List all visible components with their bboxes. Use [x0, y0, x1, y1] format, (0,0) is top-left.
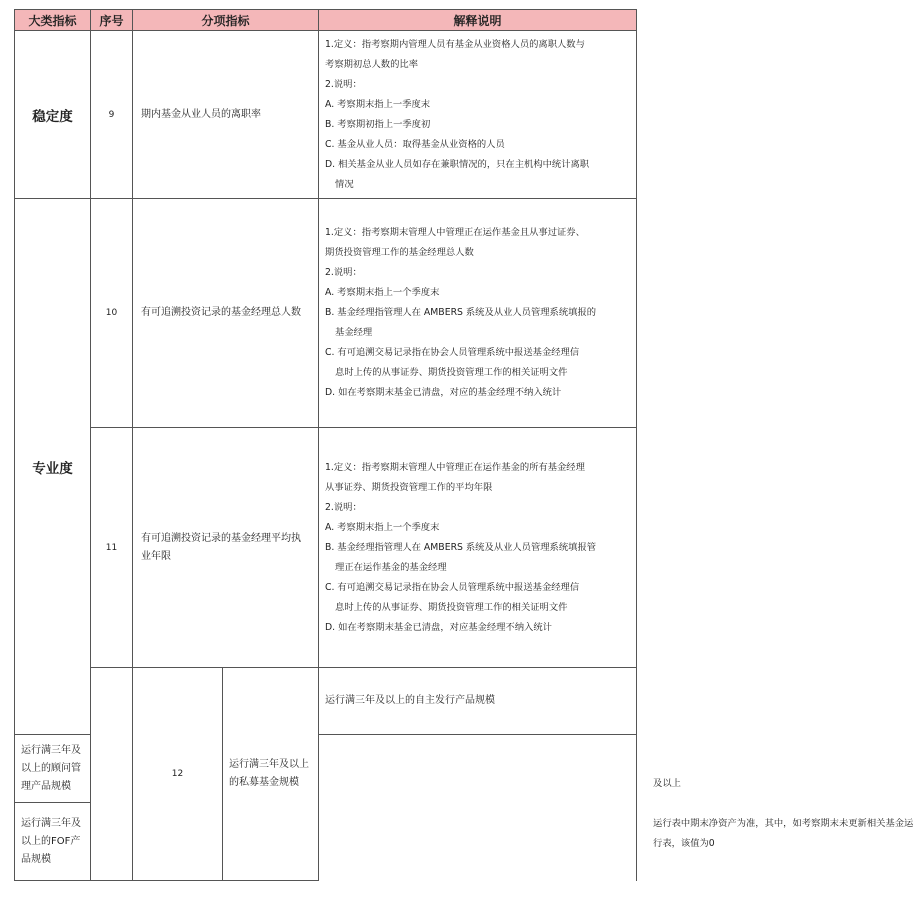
indicator-cell: 运行满三年及以上的私募基金规模: [223, 668, 319, 881]
table-row: [15, 31, 637, 199]
explanation-line: 从事证券、期货投资管理工作的平均年限: [325, 481, 493, 493]
explanation-line: 运行表中期末净资产为准，其中，如考察期末未更新相关基金运: [653, 818, 913, 829]
explanation-line: 行表，该值为0: [653, 838, 715, 849]
explanation-line: 2.说明：: [325, 267, 362, 278]
header-row: [15, 10, 637, 31]
number-cell: 12: [133, 668, 223, 881]
explanation-line: D. 如在考察期末基金已清盘，对应的基金经理不纳入统计: [325, 387, 562, 398]
explanation-line: B. 考察期初指上一季度初: [325, 118, 431, 130]
explanation-line: 及以上: [653, 778, 681, 789]
explanation-line: 基金经理: [335, 327, 373, 338]
explanation-cell: [319, 428, 637, 668]
sub-indicator-cell: 运行满三年及以上的顾问管理产品规模: [15, 735, 91, 803]
explanation-line: 理正在运作基金的基金经理: [335, 561, 447, 573]
number-cell: 9: [91, 31, 133, 199]
number-cell: 10: [91, 199, 133, 428]
explanation-line: C. 有可追溯交易记录指在协会人员管理系统中报送基金经理信: [325, 581, 580, 593]
explanation-line: B. 基金经理指管理人在 AMBERS 系统及从业人员管理系统填报管: [325, 541, 597, 553]
explanation-line: A. 考察期末指上一个季度末: [325, 287, 440, 298]
table-row: [15, 199, 637, 428]
table-row: [15, 668, 637, 735]
explanation-line: 考察期初总人数的比率: [325, 58, 418, 70]
explanation-line: 2.说明：: [325, 501, 362, 513]
explanation-line: 2.说明：: [325, 78, 362, 90]
explanation-line: C. 有可追溯交易记录指在协会人员管理系统中报送基金经理信: [325, 347, 580, 358]
explanation-line: 期货投资管理工作的基金经理总人数: [325, 247, 474, 258]
header-category: 大类指标: [15, 10, 91, 31]
indicator-table: [14, 9, 913, 881]
table-row: [15, 428, 637, 668]
explanation-line: D. 相关基金从业人员如存在兼职情况的，只在主机构中统计离职: [325, 158, 590, 170]
sub-indicator-cell: 运行满三年及以上的FOF产品规模: [15, 803, 91, 881]
explanation-line: A. 考察期末指上一季度末: [325, 98, 431, 110]
indicator-cell: 有可追溯投资记录的基金经理平均执业年限: [133, 428, 319, 668]
number-cell: 11: [91, 428, 133, 668]
explanation-line: 息时上传的从事证券、期货投资管理工作的相关证明文件: [335, 601, 568, 613]
explanation-line: 情况: [335, 178, 354, 190]
sub-indicator-cell: 运行满三年及以上的自主发行产品规模: [319, 668, 637, 735]
category-cell: 专业度: [15, 199, 91, 735]
explanation-line: 1.定义：指考察期末管理人中管理正在运作基金的所有基金经理: [325, 461, 585, 473]
category-cell: 稳定度: [15, 31, 91, 199]
header-number: 序号: [91, 10, 133, 31]
explanation-cell: [319, 199, 637, 428]
explanation-line: 1.定义：指考察期末管理人中管理正在运作基金且从事过证券、: [325, 227, 585, 238]
category-cell-empty: [91, 668, 133, 881]
explanation-line: C. 基金从业人员：取得基金从业资格的人员: [325, 138, 505, 150]
indicator-cell: 有可追溯投资记录的基金经理总人数: [133, 199, 319, 428]
explanation-cell: [319, 31, 637, 199]
explanation-line: B. 基金经理指管理人在 AMBERS 系统及从业人员管理系统填报的: [325, 307, 597, 318]
explanation-line: 息时上传的从事证券、期货投资管理工作的相关证明文件: [335, 367, 568, 378]
explanation-line: 1.定义：指考察期内管理人员有基金从业资格人员的离职人数与: [325, 38, 585, 50]
explanation-line: D. 如在考察期末基金已清盘，对应基金经理不纳入统计: [325, 621, 552, 633]
header-explanation: 解释说明: [319, 10, 637, 31]
header-indicator: 分项指标: [133, 10, 319, 31]
explanation-line: A. 考察期末指上一个季度末: [325, 521, 440, 533]
indicator-cell: 期内基金从业人员的离职率: [133, 31, 319, 199]
